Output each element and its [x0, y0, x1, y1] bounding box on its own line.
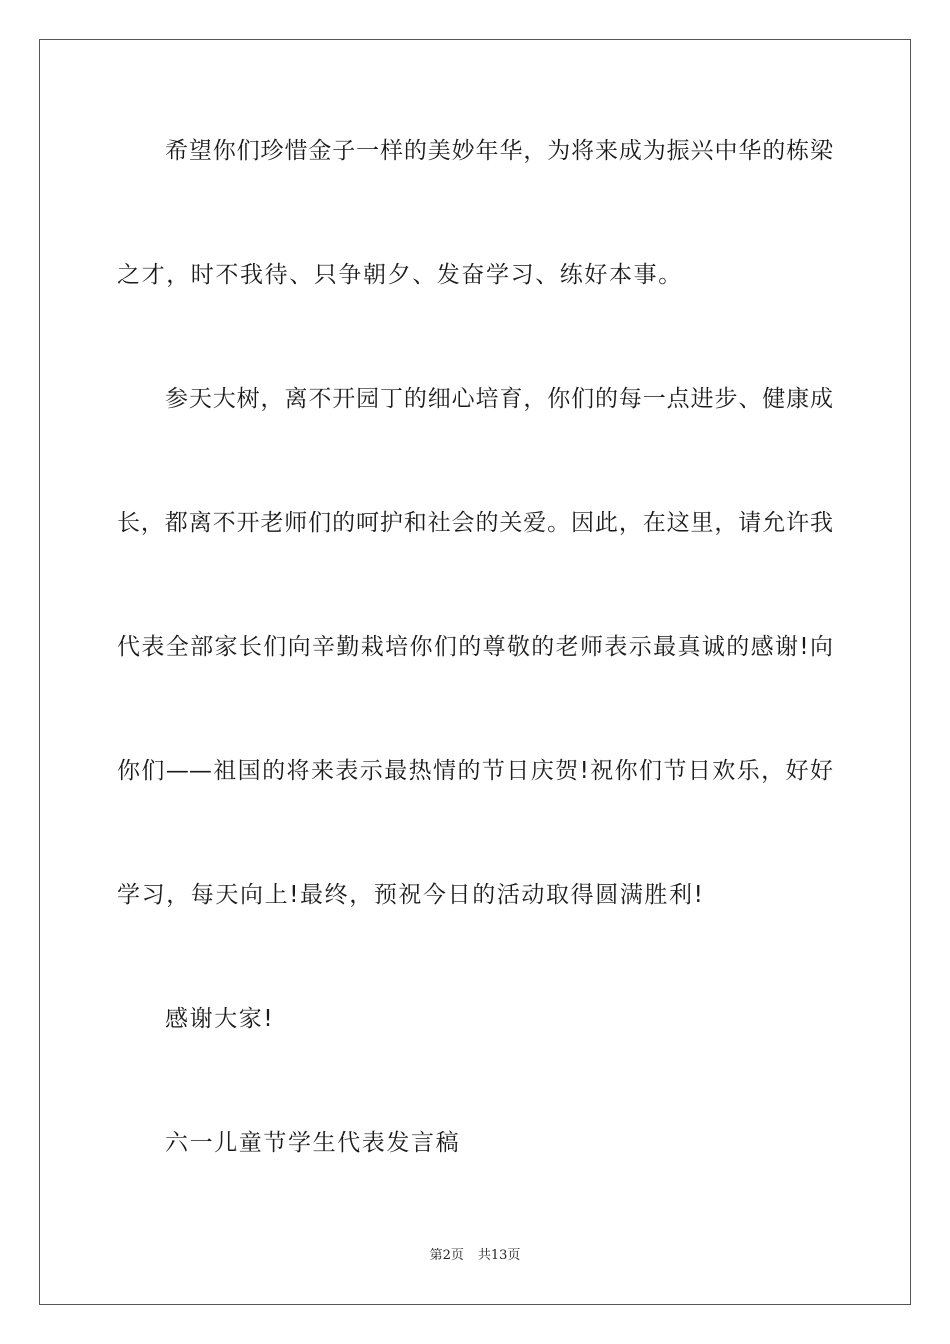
- page-footer: [0, 1247, 950, 1265]
- paragraph-line-2: 之才，时不我待、只争朝夕、发奋学习、练好本事。: [117, 262, 683, 288]
- page-frame: [39, 39, 911, 1305]
- next-section-title: 六一儿童节学生代表发言稿: [165, 1130, 461, 1156]
- total-pages: 共13页: [477, 1248, 521, 1263]
- paragraph-line-1: 希望你们珍惜金子一样的美妙年华，为将来成为振兴中华的栋梁: [165, 138, 833, 164]
- closing-thanks: 感谢大家!: [165, 1006, 275, 1032]
- paragraph-line-4: 长，都离不开老师们的呵护和社会的关爱。因此，在这里，请允许我: [117, 510, 833, 536]
- page-number: 第2页: [429, 1248, 464, 1263]
- paragraph-line-7: 学习，每天向上!最终，预祝今日的活动取得圆满胜利!: [117, 882, 705, 908]
- paragraph-line-3: 参天大树，离不开园丁的细心培育，你们的每一点进步、健康成: [165, 386, 833, 412]
- paragraph-line-5: 代表全部家长们向辛勤栽培你们的尊敬的老师表示最真诚的感谢!向: [117, 634, 833, 660]
- paragraph-line-6: 你们——祖国的将来表示最热情的节日庆贺!祝你们节日欢乐，好好: [117, 758, 833, 784]
